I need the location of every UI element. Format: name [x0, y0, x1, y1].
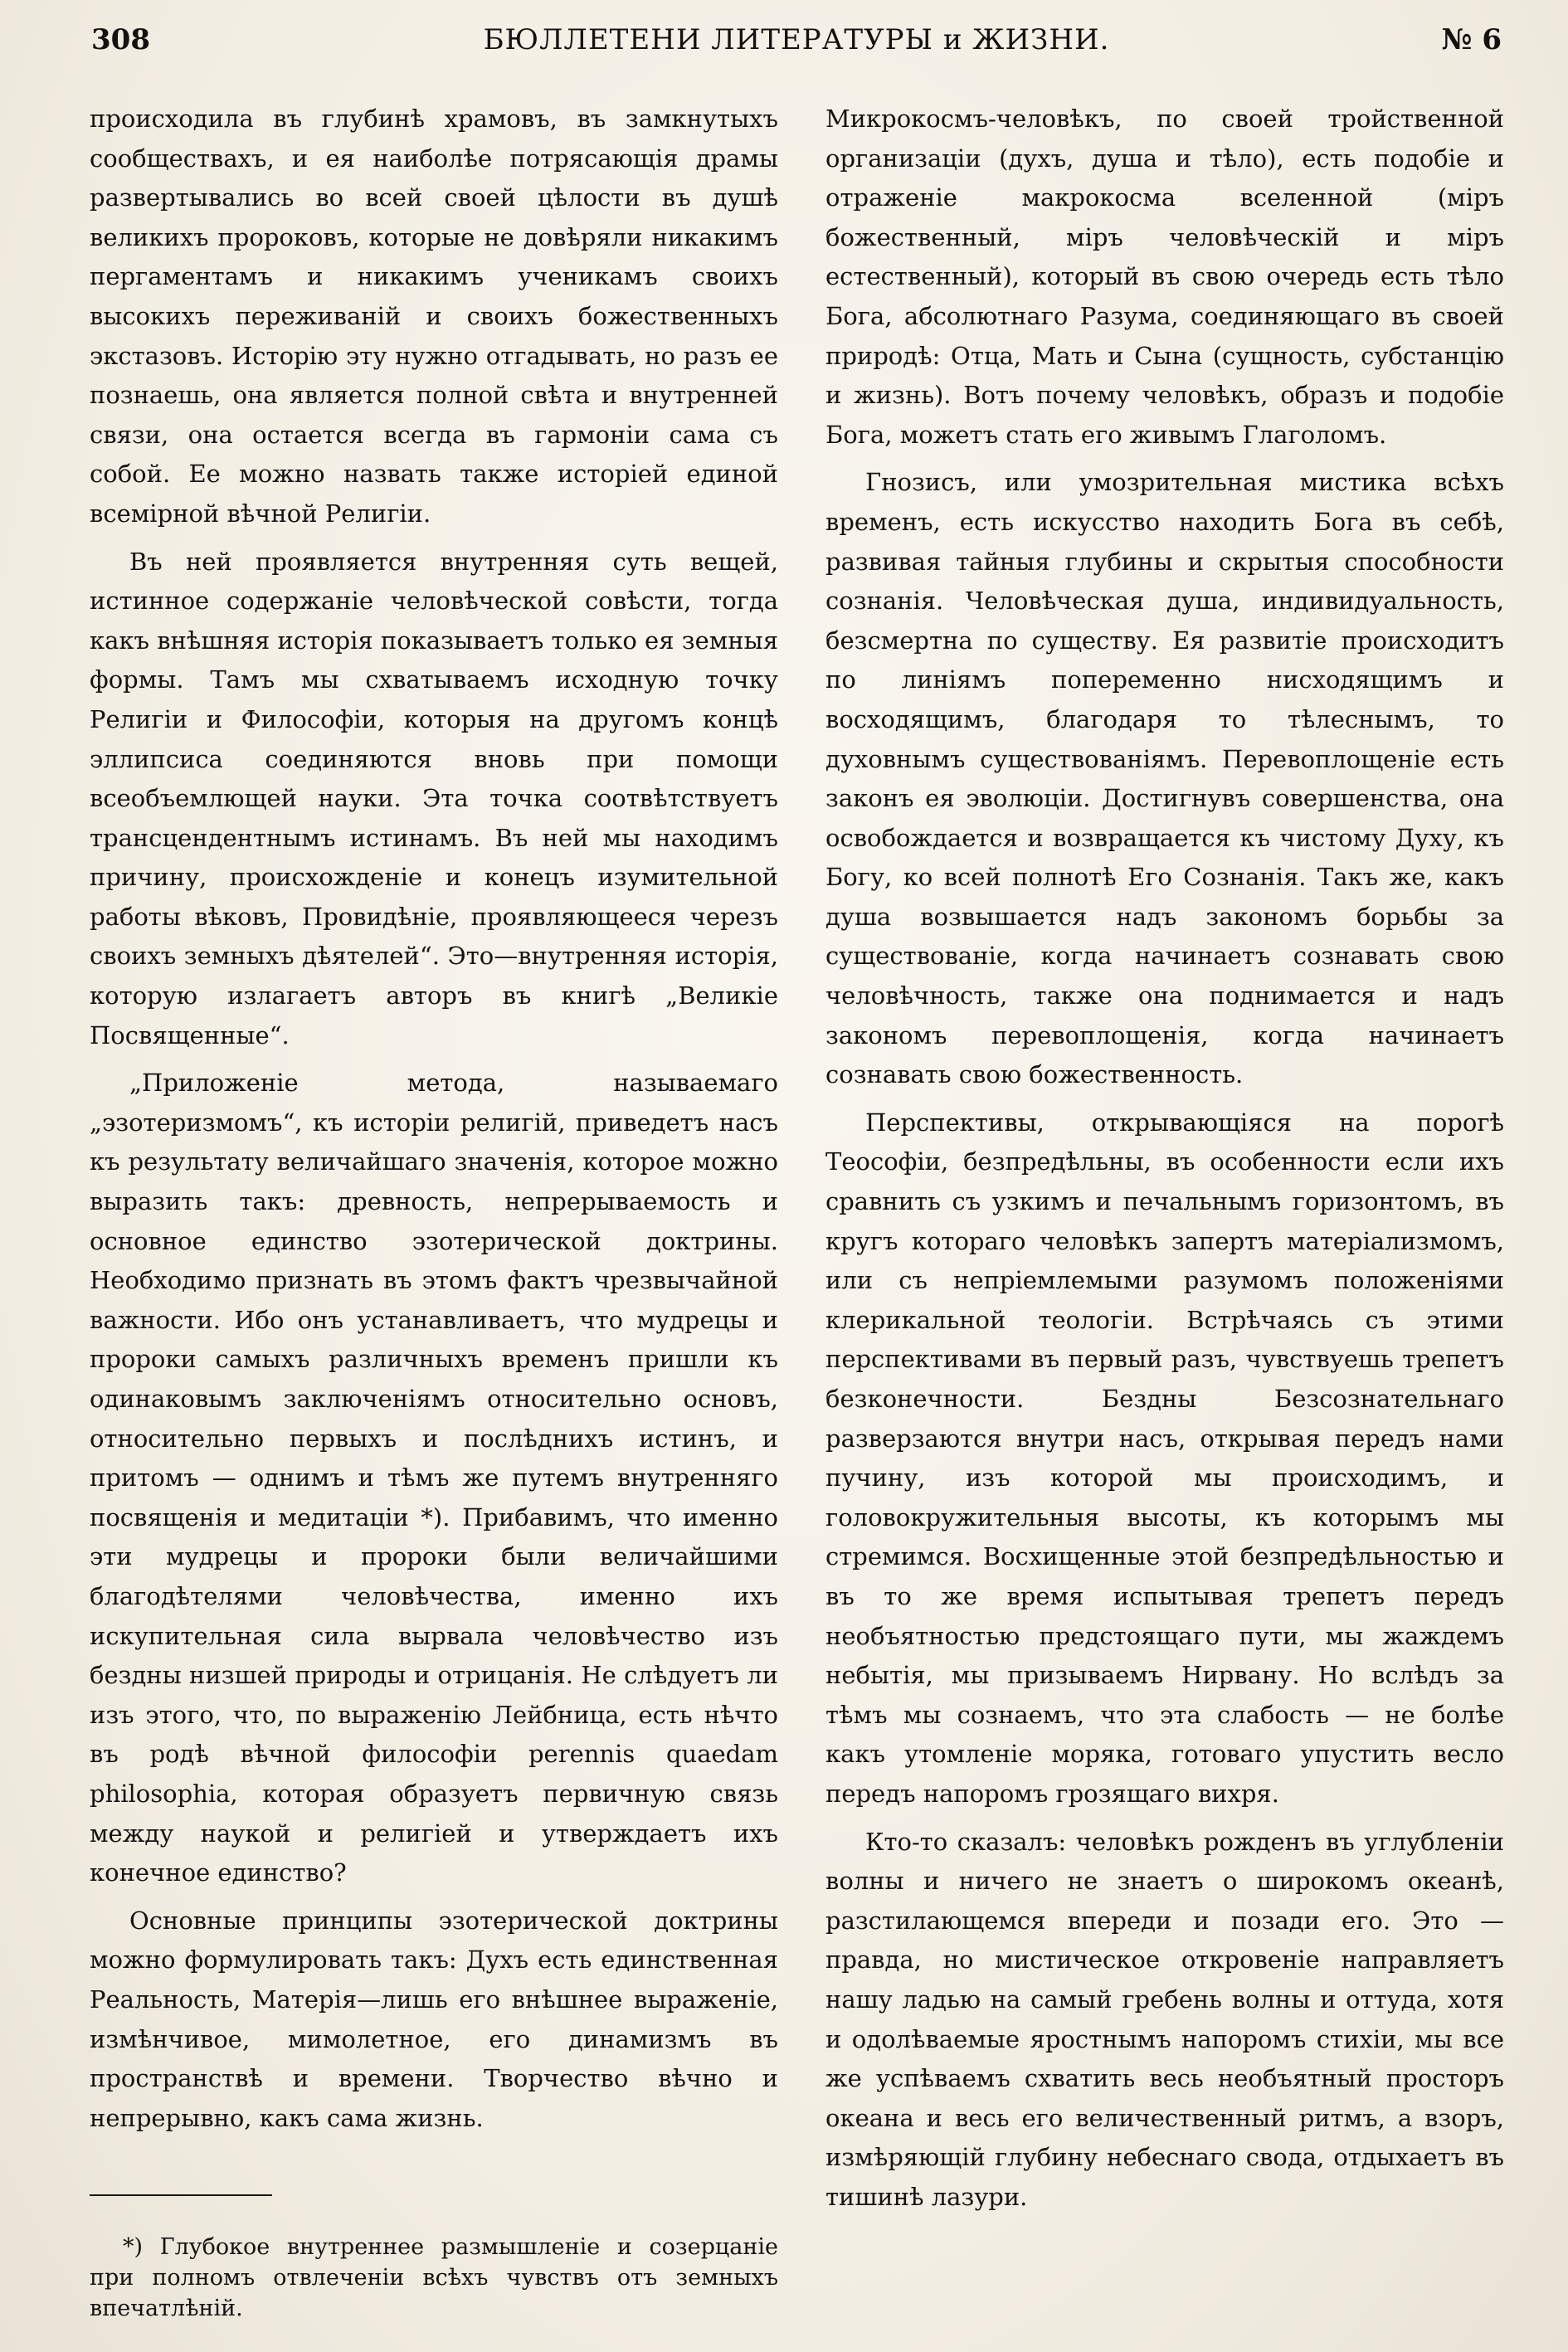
footnote: *) Глубокое внутреннее размышленіе и созерцаніе при полномъ отвлеченіи всѣхъ чувствъ отъ земныхъ впечатлѣній. [90, 2234, 778, 2321]
paragraph: Гнозисъ, или умозрительная мистика всѣхъ временъ, есть искусство находить Бога въ себѣ, развивая тайныя глубины и скрытыя способности сознанія. Человѣческая душа, индивидуальность, безсмертна по существу. Ея развитіе происходитъ по линіямъ попеременно нисходящимъ и восходящимъ, благодаря то тѣлеснымъ, то духовнымъ существованіямъ. Перевоплощеніе есть законъ ея эволюціи. Достигнувъ совершенства, она освобождается и возвращается къ чистому Духу, къ Богу, ко всей полнотѣ Его Сознанія. Такъ же, какъ душа возвышается надъ закономъ борьбы за существованіе, когда начинаетъ сознавать свою человѣчность, также она поднимается и надъ закономъ перевоплощенія, когда начинаетъ сознавать свою божественность. [825, 468, 1504, 1089]
footnote-divider [90, 2194, 272, 2196]
paragraph: происходила въ глубинѣ храмовъ, въ замкнутыхъ сообществахъ, и ея наиболѣе потрясающія драмы развертывались во всей своей цѣлости въ душѣ великихъ пророковъ, которые не довѣряли никакимъ пергаментамъ и никакимъ ученикамъ своихъ высокихъ переживаній и своихъ божественныхъ экстазовъ. Исторію эту нужно отгадывать, но разъ ее познаешь, она является полной свѣта и внутренней связи, она остается всегда въ гармоніи сама съ собой. Ее можно назвать также исторіей единой всемірной вѣчной Религіи. [90, 105, 778, 528]
running-title: БЮЛЛЕТЕНИ ЛИТЕРАТУРЫ и ЖИЗНИ. [483, 23, 1110, 56]
paragraph: Основные принципы эзотерической доктрины можно формулировать такъ: Духъ есть единственная Реальность, Матерія—лишь его внѣшнее выраженіе, измѣнчивое, мимолетное, его динамизмъ въ пространствѣ и времени. Творчество вѣчно и непрерывно, какъ сама жизнь. [90, 1906, 778, 2132]
left-column [90, 100, 778, 2138]
right-column [825, 100, 1504, 2217]
paragraph: „Приложеніе метода, называемаго „эзотеризмомъ“, къ исторіи религій, приведетъ насъ къ результату величайшаго значенія, которое можно выразить такъ: древность, непрерываемость и основное единство эзотерической доктрины. Необходимо признать въ этомъ фактъ чрезвычайной важности. Ибо онъ устанавливаетъ, что мудрецы и пророки самыхъ различныхъ временъ пришли къ одинаковымъ заключеніямъ относительно основъ, относительно первыхъ и послѣднихъ истинъ, и притомъ — однимъ и тѣмъ же путемъ внутренняго посвященія и медитаціи *). Прибавимъ, что именно эти мудрецы и пророки были величайшими благодѣтелями человѣчества, именно ихъ искупительная сила вырвала человѣчество изъ бездны низшей природы и отрицанія. Не слѣдуетъ ли изъ этого, что, по выраженію Лейбница, есть нѣчто въ родѣ вѣчной философіи perennis quaedam philosophia, которая образуетъ первичную связь между наукой и религіей и утверждаетъ ихъ конечное единство? [90, 1069, 778, 1887]
page-header [91, 23, 1502, 70]
page-number: 308 [91, 23, 150, 56]
paragraph: Микрокосмъ-человѣкъ, по своей тройственной организаціи (духъ, душа и тѣло), есть подобіе и отраженіе макрокосма вселенной (міръ божественный, міръ человѣческій и міръ естественный), который въ свою очередь есть тѣло Бога, абсолютнаго Разума, соединяющаго въ своей природѣ: Отца, Мать и Сына (сущность, субстанцію и жизнь). Вотъ почему человѣкъ, образъ и подобіе Бога, можетъ стать его живымъ Глаголомъ. [825, 105, 1504, 449]
paragraph: Перспективы, открывающіяся на порогѣ Теософіи, безпредѣльны, въ особенности если ихъ сравнить съ узкимъ и печальнымъ горизонтомъ, въ кругъ котораго человѣкъ запертъ матеріализмомъ, или съ непріемлемыми разумомъ положеніями клерикальной теологіи. Встрѣчаясь съ этими перспективами въ первый разъ, чувствуешь трепетъ безконечности. Бездны Безсознательнаго разверзаются внутри насъ, открывая передъ нами пучину, изъ которой мы происходимъ, и головокружительныя высоты, къ которымъ мы стремимся. Восхищенные этой безпредѣльностью и въ то же время испытывая трепетъ передъ необъятностью предстоящаго пути, мы жаждемъ небытія, мы призываемъ Нирвану. Но вслѣдъ за тѣмъ мы сознаемъ, что эта слабость — не болѣе какъ утомленіе моряка, готоваго упустить весло передъ напоромъ грозящаго вихря. [825, 1108, 1504, 1808]
issue-number: № 6 [1441, 23, 1502, 56]
paragraph: Кто-то сказалъ: человѣкъ рожденъ въ углубленіи волны и ничего не знаетъ о широкомъ океанѣ, разстилающемся впереди и позади его. Это — правда, но мистическое откровеніе направляетъ нашу ладью на самый гребень волны и оттуда, хотя и одолѣваемые яростнымъ напоромъ стихіи, мы все же успѣваемъ схватить весь необъятный просторъ океана и весь его величественный ритмъ, а взоръ, измѣряющій глубину небеснаго свода, отдыхаетъ въ тишинѣ лазури. [825, 1827, 1504, 2211]
paragraph: Въ ней проявляется внутренняя суть вещей, истинное содержаніе человѣческой совѣсти, тогда какъ внѣшняя исторія показываетъ только ея земныя формы. Тамъ мы схватываемъ исходную точку Религіи и Философіи, которыя на другомъ концѣ эллипсиса соединяются вновь при помощи всеобъемлющей науки. Эта точка соотвѣтствуетъ трансцендентнымъ истинамъ. Въ ней мы находимъ причину, происхожденіе и конецъ изумительной работы вѣковъ, Провидѣніе, проявляющееся черезъ своихъ земныхъ дѣятелей“. Это—внутренняя исторія, которую излагаетъ авторъ въ книгѣ „Великіе Посвященные“. [90, 547, 778, 1049]
